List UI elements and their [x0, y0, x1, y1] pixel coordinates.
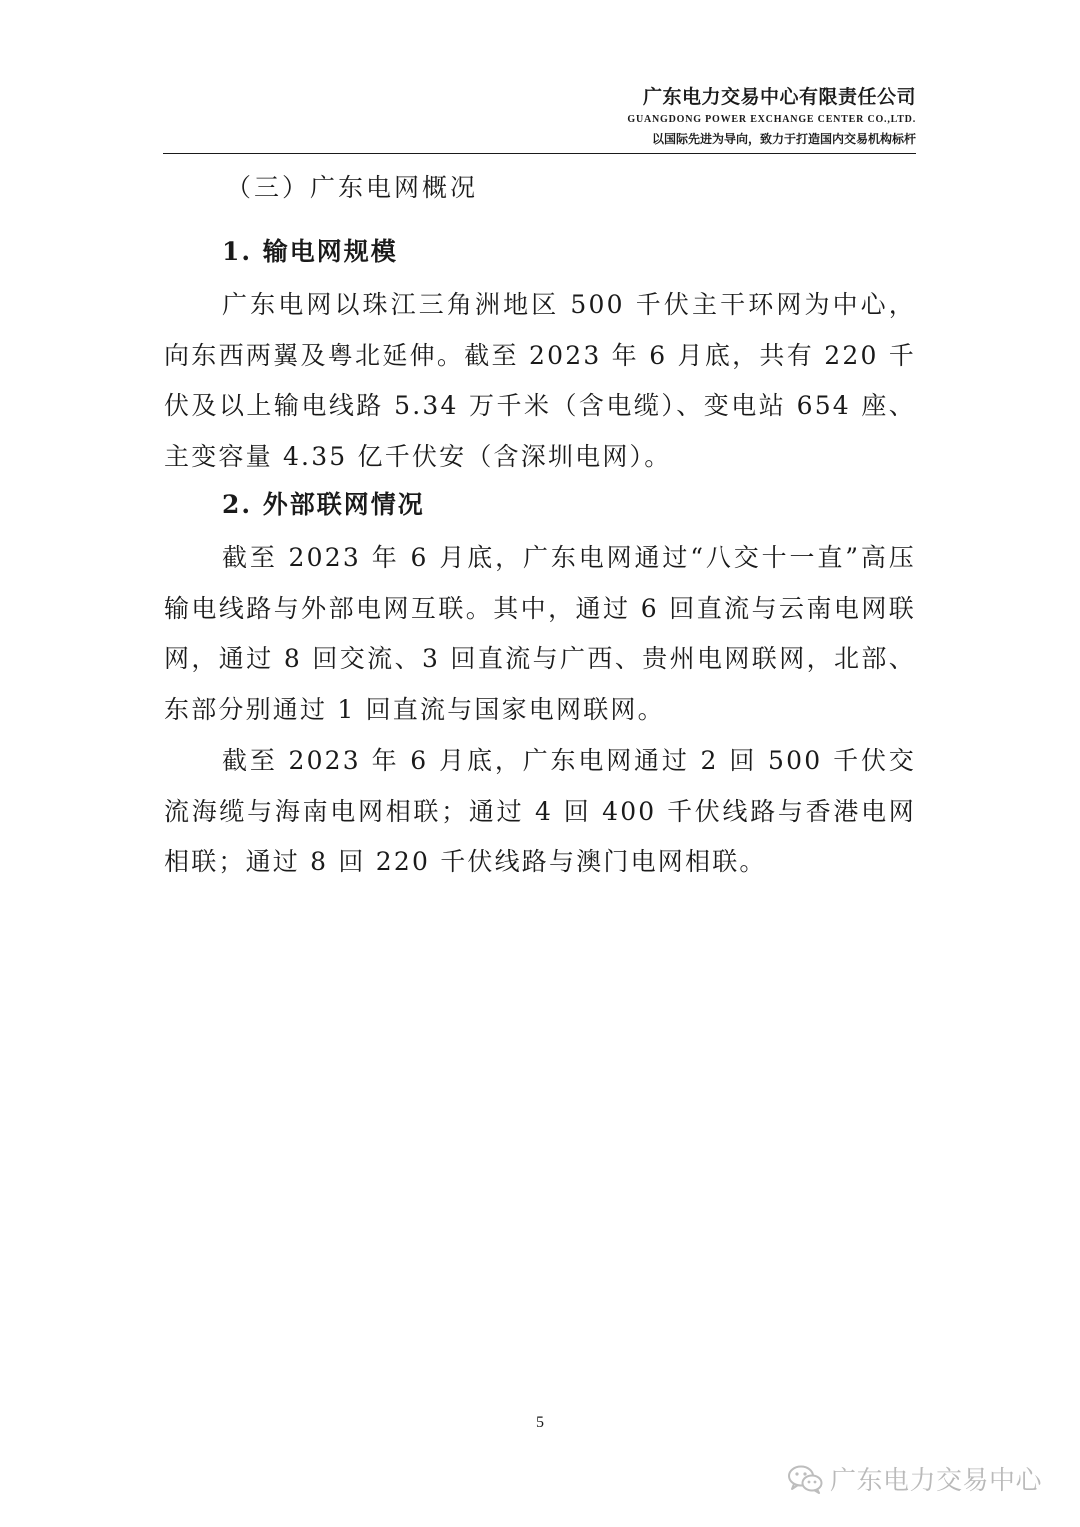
wechat-icon [786, 1464, 824, 1494]
company-name-en: GUANGDONG POWER EXCHANGE CENTER CO.,LTD. [627, 114, 916, 125]
page-number: 5 [536, 1414, 544, 1431]
paragraph-interconnection-2: 截至 2023 年 6 月底，广东电网通过 2 回 500 千伏交流海缆与海南电网相联；通过 4 回 400 千伏线路与香港电网相联；通过 8 回 220 千伏线路与澳门电网相联。 [164, 746, 916, 876]
wechat-watermark [786, 1460, 1042, 1497]
paragraph-transmission-scale: 广东电网以珠江三角洲地区 500 千伏主干环网为中心，向东西两翼及粤北延伸。截至 2023 年 6 月底，共有 220 千伏及以上输电线路 5.34 万千米（含电缆）、变电站 654 座、主变容量 4.35 亿千伏安（含深圳电网）。 [164, 290, 916, 471]
subsection-heading-transmission: 1. 输电网规模 [222, 237, 398, 266]
paragraph-interconnection-1: 截至 2023 年 6 月底，广东电网通过“八交十一直”高压输电线路与外部电网互联。其中，通过 6 回直流与云南电网联网，通过 8 回交流、3 回直流与广西、贵州电网联网，北部、东部分别通过 1 回直流与国家电网联网。 [164, 543, 916, 724]
subsection-heading-interconnection: 2. 外部联网情况 [222, 490, 425, 519]
section-title: （三）广东电网概况 [226, 173, 479, 202]
header-block [163, 84, 916, 148]
company-name-cn: 广东电力交易中心有限责任公司 [642, 86, 916, 108]
watermark-text: 广东电力交易中心 [830, 1466, 1043, 1496]
company-slogan: 以国际先进为导向，致力于打造国内交易机构标杆 [651, 132, 916, 146]
header-divider [163, 153, 916, 154]
